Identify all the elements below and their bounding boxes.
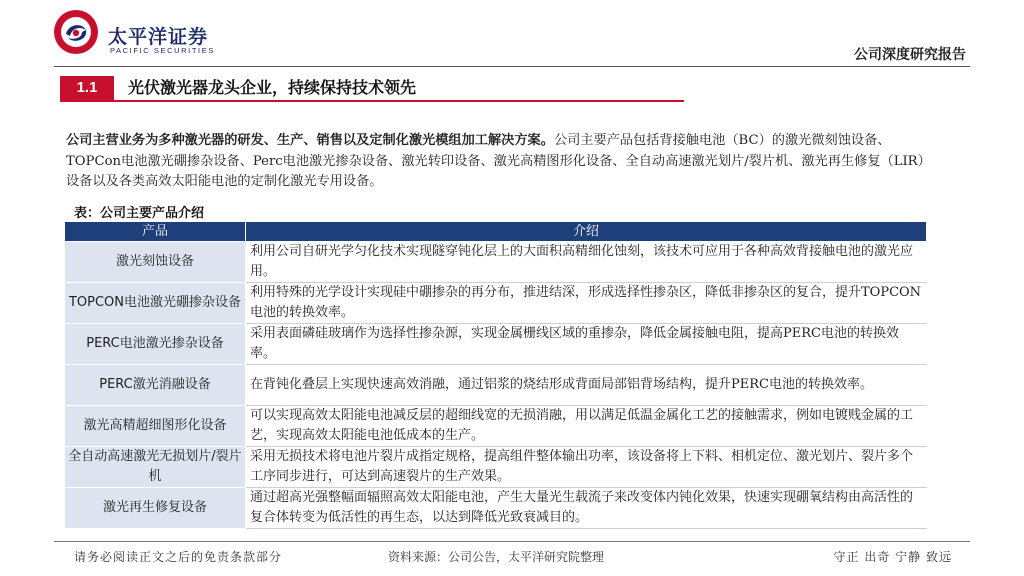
table-row	[65, 406, 927, 447]
product-table	[64, 221, 927, 529]
table-row	[65, 324, 927, 365]
footer-divider	[54, 541, 970, 542]
product-name: 全自动高速激光无损划片/裂片机	[65, 447, 246, 488]
product-description: 在背钝化叠层上实现快速高效消融，通过铝浆的烧结形成背面局部铝背场结构，提升PERC电池的转换效率。	[246, 365, 927, 406]
intro-paragraph	[66, 131, 936, 193]
header-product: 产品	[65, 222, 246, 242]
table-row	[65, 447, 927, 488]
intro-lead: 公司主营业务为多种激光器的研发、生产、销售以及定制化激光模组加工解决方案。	[66, 133, 554, 148]
product-name: 激光高精超细图形化设备	[65, 406, 246, 447]
table-header-row	[65, 222, 927, 242]
product-description: 采用无损技术将电池片裂片成指定规格，提高组件整体输出功率，该设备将上下料、相机定位、激光划片、裂片多个工序同步进行，可达到高速裂片的生产效果。	[246, 447, 927, 488]
table-row	[65, 488, 927, 529]
product-description: 通过超高光强整幅面辐照高效太阳能电池，产生大量光生载流子来改变体内钝化效果，快速实现硼氧结构由高活性的复合体转变为低活性的再生态，以达到降低光致衰减目的。	[246, 488, 927, 529]
product-name: TOPCON电池激光硼掺杂设备	[65, 283, 246, 324]
table-row	[65, 365, 927, 406]
product-name: 激光再生修复设备	[65, 488, 246, 529]
product-name: PERC激光消融设备	[65, 365, 246, 406]
logo-english-name: PACIFIC SECURITIES	[110, 46, 215, 55]
footer-motto: 守正 出奇 宁静 致远	[833, 550, 952, 564]
company-logo	[52, 8, 232, 60]
product-name: 激光刻蚀设备	[65, 242, 246, 283]
table-caption: 表：公司主要产品介绍	[74, 206, 205, 221]
product-description: 可以实现高效太阳能电池减反层的超细线宽的无损消融，用以满足低温金属化工艺的接触需求，例如电镀贱金属的工艺，实现高效太阳能电池低成本的生产。	[246, 406, 927, 447]
logo-chinese-name: 太平洋证券	[108, 26, 209, 48]
product-name: PERC电池激光掺杂设备	[65, 324, 246, 365]
report-type-label: 公司深度研究报告	[854, 47, 966, 63]
footer-source: 资料来源：公司公告，太平洋研究院整理	[388, 550, 605, 564]
product-description: 采用表面磷硅玻璃作为选择性掺杂源，实现金属栅线区域的重掺杂，降低金属接触电阻，提高PERC电池的转换效率。	[246, 324, 927, 365]
table-row	[65, 283, 927, 324]
table-row	[65, 242, 927, 283]
intro-body: 公司主要产品包括背接触电池（BC）的激光微刻蚀设备、TOPCon电池激光硼掺杂设备、Perc电池激光掺杂设备、激光转印设备、激光高精图形化设备、全自动高速激光划片/裂片机、激光再生修复（LIR）设备以及各类高效太阳能电池的定制化激光专用设备。	[66, 133, 931, 189]
product-description: 利用特殊的光学设计实现硅中硼掺杂的再分布，推进结深，形成选择性掺杂区，降低非掺杂区的复合，提升TOPCON电池的转换效率。	[246, 283, 927, 324]
product-description: 利用公司自研光学匀化技术实现隧穿钝化层上的大面积高精细化蚀刻，该技术可应用于各种高效背接触电池的激光应用。	[246, 242, 927, 283]
header-divider	[54, 66, 970, 67]
section-heading	[60, 76, 684, 102]
header-intro: 介绍	[246, 222, 927, 242]
section-number: 1.1	[60, 76, 114, 100]
footer-disclaimer: 请务必阅读正文之后的免责条款部分	[74, 550, 283, 564]
pacific-securities-logo-icon	[52, 8, 100, 56]
section-title: 光伏激光器龙头企业，持续保持技术领先	[128, 78, 417, 97]
